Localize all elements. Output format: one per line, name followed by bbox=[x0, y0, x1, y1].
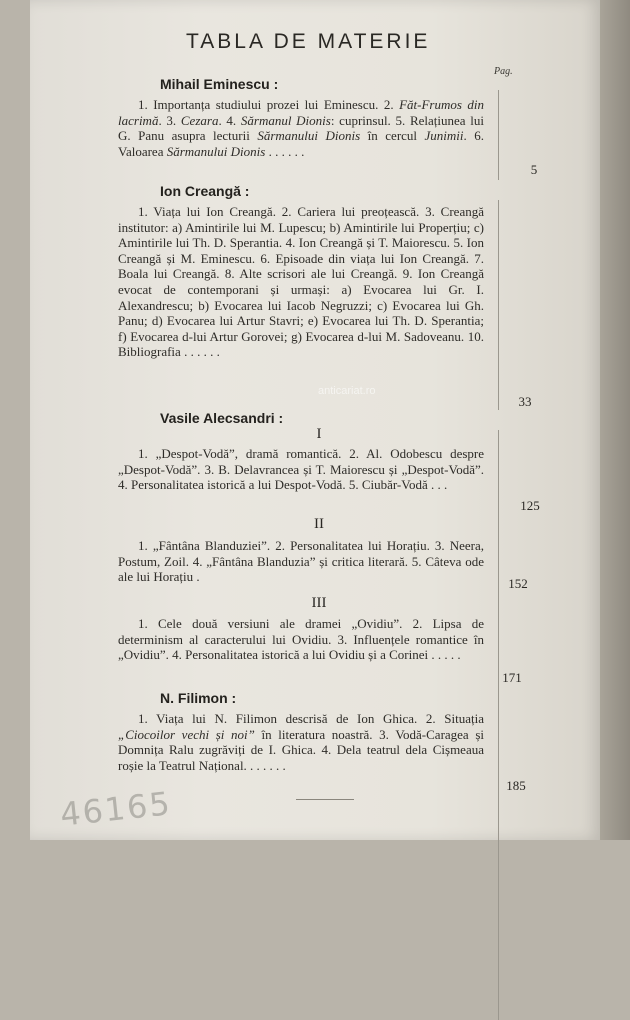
section-content: 1. „Fântâna Blanduziei”. 2. Personalitatea lui Horațiu. 3. Neera, Postum, Zoil. 4. „Fântâna Blanduzia” și critica literară. 5. Câteva ode ale lui Horațiu . bbox=[118, 538, 484, 585]
section-content: 1. Importanța studiului prozei lui Eminescu. 2. Făt-Frumos din lacrimă. 3. Cezara. 4. Sărmanul Dionis: cuprinsul. 5. Relațiunea lui G. Panu asupra lecturii Sărmanului Dionis în cercul Junimii. 6. Valoarea Sărmanului Dionis . . . . . . bbox=[118, 97, 485, 159]
part-numeral: II bbox=[314, 516, 324, 532]
page-number: 152 bbox=[508, 576, 528, 591]
closing-rule bbox=[296, 799, 354, 800]
margin-line bbox=[498, 200, 499, 410]
section-content: 1. „Despot-Vodă”, dramă romantică. 2. Al. Odobescu despre „Despot-Vodă”. 3. B. Delavrancea și T. Maiorescu și „Despot-Vodă”. 4. Personalitatea istorică a lui Despot-Vodă. 5. Ciubăr-Vodă . . . bbox=[118, 446, 484, 493]
page-number: 185 bbox=[506, 778, 526, 793]
page-number: 5 bbox=[530, 162, 538, 177]
author-heading: Vasile Alecsandri : bbox=[160, 410, 284, 426]
author-heading: N. Filimon : bbox=[160, 690, 237, 706]
author-heading: Ion Creangă : bbox=[160, 183, 250, 199]
page-number: 171 bbox=[502, 670, 522, 685]
page-title: TABLA DE MATERIE bbox=[186, 30, 431, 53]
section-content: 1. Cele două versiuni ale dramei „Ovidiu”. 2. Lipsa de determinism al caracterului lui Ovidiu. 3. Influențele romantice în „Ovidiu”. 4. Personalitatea istorică a lui Ovidiu și a Corinei . . . . . bbox=[118, 616, 484, 663]
part-numeral: I bbox=[316, 426, 322, 442]
page-number: 125 bbox=[520, 498, 540, 513]
author-heading: Mihail Eminescu : bbox=[160, 76, 279, 92]
page-column-label: Pag. bbox=[494, 66, 513, 77]
page-number: 33 bbox=[518, 394, 532, 409]
part-numeral: III bbox=[311, 595, 327, 611]
margin-line bbox=[498, 90, 499, 180]
section-content: 1. Viața lui N. Filimon descrisă de Ion Ghica. 2. Situația „Ciocoilor vechi și noi” în literatura noastră. 3. Vodă-Caragea și Domnița Ralu zugrăviți de I. Ghica. 4. Dela teatrul dela Cișmeaua roșie la Teatrul Național. . . . . . . bbox=[118, 711, 484, 773]
section-content: 1. Viața lui Ion Creangă. 2. Cariera lui preoțească. 3. Creangă institutor: a) Amintirile lui M. Lupescu; b) Amintirile lui Properțiu; c) Amintirile lui Th. D. Sperantia. 4. Ion Creangă și T. Maiorescu. 5. Ion Creangă și M. Eminescu. 6. Episoade din viața lui Ion Creangă. 7. Boala lui Creangă. 8. Alte scrisori ale lui Creangă. 9. Ion Creangă evocat de contemporani și urmași: a) Evocarea lui Gr. I. Alexandrescu; b) Evocarea lui Iacob Negruzzi; c) Evocarea lui Gh. Panu; d) Evocarea lui Artur Stavri; e) Evocarea lui Th. D. Sperantia; f) Evocarea d-lui Artur Gorovei; g) Evocarea d-lui M. Sadoveanu. 10. Bibliografia . . . . . . bbox=[118, 204, 484, 360]
pencil-note: 46165 bbox=[58, 784, 174, 834]
margin-line bbox=[498, 430, 499, 1020]
page-edge bbox=[600, 0, 630, 840]
watermark: anticariat.ro bbox=[318, 385, 376, 397]
